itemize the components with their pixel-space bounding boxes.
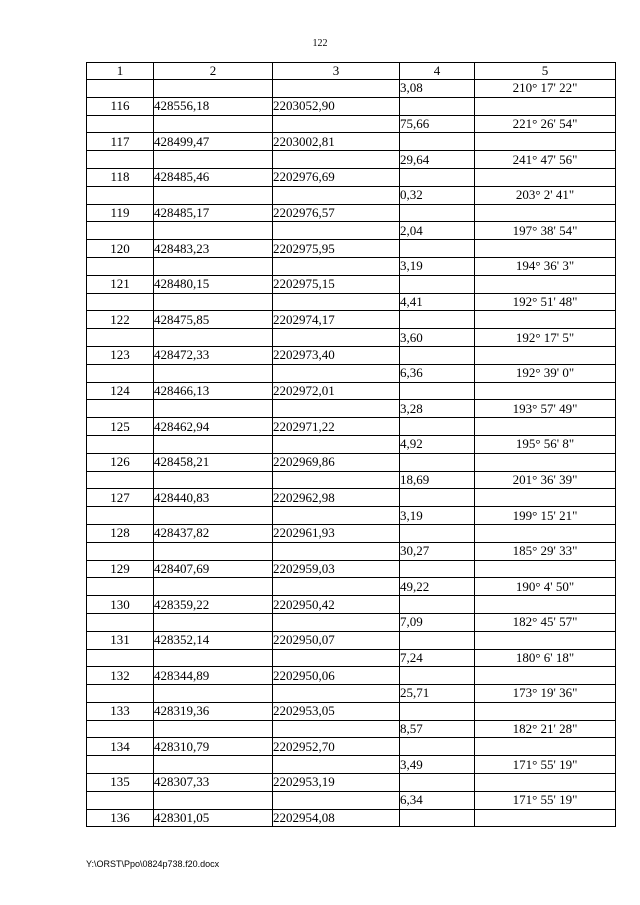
x-coordinate-cell: 428556,18 [154, 97, 273, 115]
x-coordinate-cell: 428485,17 [154, 204, 273, 222]
segment-length-cell: 3,08 [400, 80, 475, 98]
x-coordinate-cell [154, 115, 273, 133]
table-row [87, 311, 616, 329]
point-number-cell: 136 [87, 809, 154, 827]
x-coordinate-cell: 428485,46 [154, 168, 273, 186]
point-number-cell: 132 [87, 667, 154, 685]
y-coordinate-cell [273, 186, 400, 204]
direction-angle-cell: 195° 56' 8" [475, 435, 616, 453]
point-number-cell: 116 [87, 97, 154, 115]
x-coordinate-cell: 428301,05 [154, 809, 273, 827]
point-number-cell [87, 364, 154, 382]
segment-length-cell: 4,41 [400, 293, 475, 311]
table-row [87, 471, 616, 489]
y-coordinate-cell: 2202950,06 [273, 667, 400, 685]
segment-length-cell [400, 702, 475, 720]
y-coordinate-cell [273, 364, 400, 382]
direction-angle-cell [475, 240, 616, 258]
x-coordinate-cell [154, 151, 273, 169]
direction-angle-cell: 185° 29' 33" [475, 542, 616, 560]
direction-angle-cell [475, 560, 616, 578]
y-coordinate-cell: 2202973,40 [273, 346, 400, 364]
y-coordinate-cell: 2202969,86 [273, 453, 400, 471]
direction-angle-cell: 241° 47' 56" [475, 151, 616, 169]
segment-length-cell: 0,32 [400, 186, 475, 204]
y-coordinate-cell: 2202971,22 [273, 418, 400, 436]
point-number-cell: 119 [87, 204, 154, 222]
table-row [87, 275, 616, 293]
x-coordinate-cell: 428352,14 [154, 631, 273, 649]
point-number-cell: 127 [87, 489, 154, 507]
table-row [87, 115, 616, 133]
point-number-cell [87, 507, 154, 525]
y-coordinate-cell: 2203052,90 [273, 97, 400, 115]
segment-length-cell [400, 382, 475, 400]
segment-length-cell: 3,19 [400, 257, 475, 275]
point-number-cell: 121 [87, 275, 154, 293]
x-coordinate-cell [154, 756, 273, 774]
point-number-cell [87, 791, 154, 809]
x-coordinate-cell: 428440,83 [154, 489, 273, 507]
segment-length-cell [400, 453, 475, 471]
y-coordinate-cell [273, 791, 400, 809]
table-row [87, 400, 616, 418]
y-coordinate-cell: 2202954,08 [273, 809, 400, 827]
table-row [87, 204, 616, 222]
footer-file-path: Y:\ORST\Ppo\0824p738.f20.docx [86, 859, 220, 869]
point-number-cell: 130 [87, 596, 154, 614]
segment-length-cell [400, 631, 475, 649]
x-coordinate-cell [154, 578, 273, 596]
direction-angle-cell: 182° 21' 28" [475, 720, 616, 738]
point-number-cell [87, 151, 154, 169]
segment-length-cell: 7,24 [400, 649, 475, 667]
point-number-cell: 122 [87, 311, 154, 329]
y-coordinate-cell: 2202975,95 [273, 240, 400, 258]
table-row [87, 631, 616, 649]
point-number-cell [87, 257, 154, 275]
direction-angle-cell: 190° 4' 50" [475, 578, 616, 596]
table-row [87, 596, 616, 614]
y-coordinate-cell [273, 578, 400, 596]
direction-angle-cell [475, 489, 616, 507]
y-coordinate-cell: 2202950,42 [273, 596, 400, 614]
x-coordinate-cell: 428462,94 [154, 418, 273, 436]
segment-length-cell: 3,60 [400, 329, 475, 347]
table-row [87, 702, 616, 720]
point-number-cell: 125 [87, 418, 154, 436]
direction-angle-cell: 192° 39' 0" [475, 364, 616, 382]
point-number-cell [87, 542, 154, 560]
point-number-cell [87, 186, 154, 204]
direction-angle-cell [475, 311, 616, 329]
y-coordinate-cell [273, 542, 400, 560]
x-coordinate-cell [154, 542, 273, 560]
direction-angle-cell [475, 382, 616, 400]
x-coordinate-cell: 428472,33 [154, 346, 273, 364]
direction-angle-cell: 201° 36' 39" [475, 471, 616, 489]
direction-angle-cell [475, 204, 616, 222]
direction-angle-cell: 193° 57' 49" [475, 400, 616, 418]
table-row [87, 560, 616, 578]
direction-angle-cell: 182° 45' 57" [475, 613, 616, 631]
segment-length-cell [400, 489, 475, 507]
table-row [87, 186, 616, 204]
segment-length-cell: 6,34 [400, 791, 475, 809]
y-coordinate-cell: 2202959,03 [273, 560, 400, 578]
point-number-cell: 128 [87, 524, 154, 542]
x-coordinate-cell: 428307,33 [154, 774, 273, 792]
direction-angle-cell [475, 596, 616, 614]
y-coordinate-cell: 2202972,01 [273, 382, 400, 400]
direction-angle-cell: 194° 36' 3" [475, 257, 616, 275]
x-coordinate-cell [154, 791, 273, 809]
segment-length-cell [400, 168, 475, 186]
table-row [87, 133, 616, 151]
point-number-cell: 129 [87, 560, 154, 578]
segment-length-cell: 49,22 [400, 578, 475, 596]
direction-angle-cell: 171° 55' 19" [475, 756, 616, 774]
x-coordinate-cell: 428480,15 [154, 275, 273, 293]
y-coordinate-cell: 2202974,17 [273, 311, 400, 329]
y-coordinate-cell: 2202953,05 [273, 702, 400, 720]
direction-angle-cell [475, 809, 616, 827]
x-coordinate-cell: 428483,23 [154, 240, 273, 258]
segment-length-cell [400, 240, 475, 258]
direction-angle-cell: 197° 38' 54" [475, 222, 616, 240]
segment-length-cell: 7,09 [400, 613, 475, 631]
segment-length-cell [400, 560, 475, 578]
page-number: 122 [312, 38, 328, 49]
direction-angle-cell [475, 453, 616, 471]
table-row [87, 507, 616, 525]
table-row [87, 435, 616, 453]
segment-length-cell [400, 346, 475, 364]
point-number-cell: 135 [87, 774, 154, 792]
segment-length-cell [400, 809, 475, 827]
segment-length-cell [400, 738, 475, 756]
y-coordinate-cell: 2202976,69 [273, 168, 400, 186]
table-row [87, 453, 616, 471]
x-coordinate-cell: 428499,47 [154, 133, 273, 151]
point-number-cell [87, 400, 154, 418]
segment-length-cell: 29,64 [400, 151, 475, 169]
point-number-cell: 131 [87, 631, 154, 649]
y-coordinate-cell [273, 756, 400, 774]
y-coordinate-cell [273, 151, 400, 169]
point-number-cell: 120 [87, 240, 154, 258]
x-coordinate-cell [154, 329, 273, 347]
x-coordinate-cell [154, 649, 273, 667]
segment-length-cell: 30,27 [400, 542, 475, 560]
point-number-cell [87, 293, 154, 311]
table-row [87, 809, 616, 827]
direction-angle-cell: 180° 6' 18" [475, 649, 616, 667]
table-row [87, 738, 616, 756]
y-coordinate-cell [273, 613, 400, 631]
x-coordinate-cell [154, 80, 273, 98]
x-coordinate-cell [154, 471, 273, 489]
table-header-row [87, 63, 616, 80]
segment-length-cell [400, 524, 475, 542]
direction-angle-cell: 199° 15' 21" [475, 507, 616, 525]
y-coordinate-cell [273, 400, 400, 418]
x-coordinate-cell [154, 613, 273, 631]
x-coordinate-cell: 428319,36 [154, 702, 273, 720]
direction-angle-cell [475, 168, 616, 186]
point-number-cell [87, 222, 154, 240]
point-number-cell [87, 329, 154, 347]
point-number-cell: 123 [87, 346, 154, 364]
x-coordinate-cell: 428344,89 [154, 667, 273, 685]
point-number-cell: 134 [87, 738, 154, 756]
direction-angle-cell [475, 97, 616, 115]
point-number-cell [87, 435, 154, 453]
y-coordinate-cell [273, 685, 400, 703]
y-coordinate-cell [273, 507, 400, 525]
direction-angle-cell [475, 667, 616, 685]
y-coordinate-cell [273, 720, 400, 738]
direction-angle-cell [475, 275, 616, 293]
header-col-5: 5 [475, 63, 616, 80]
table-row [87, 756, 616, 774]
point-number-cell [87, 80, 154, 98]
direction-angle-cell: 221° 26' 54" [475, 115, 616, 133]
table-body [87, 80, 616, 827]
segment-length-cell [400, 667, 475, 685]
coordinates-table [86, 62, 616, 827]
table-row [87, 685, 616, 703]
direction-angle-cell: 171° 55' 19" [475, 791, 616, 809]
y-coordinate-cell [273, 649, 400, 667]
segment-length-cell [400, 311, 475, 329]
table-row [87, 293, 616, 311]
segment-length-cell: 75,66 [400, 115, 475, 133]
table-row [87, 222, 616, 240]
y-coordinate-cell: 2202953,19 [273, 774, 400, 792]
x-coordinate-cell: 428458,21 [154, 453, 273, 471]
table-row [87, 97, 616, 115]
x-coordinate-cell: 428407,69 [154, 560, 273, 578]
direction-angle-cell: 192° 51' 48" [475, 293, 616, 311]
x-coordinate-cell [154, 186, 273, 204]
x-coordinate-cell [154, 364, 273, 382]
x-coordinate-cell: 428466,13 [154, 382, 273, 400]
x-coordinate-cell [154, 400, 273, 418]
y-coordinate-cell: 2202976,57 [273, 204, 400, 222]
header-col-2: 2 [154, 63, 273, 80]
table-row [87, 720, 616, 738]
segment-length-cell: 18,69 [400, 471, 475, 489]
point-number-cell [87, 613, 154, 631]
segment-length-cell [400, 774, 475, 792]
direction-angle-cell [475, 346, 616, 364]
segment-length-cell [400, 275, 475, 293]
y-coordinate-cell: 2202961,93 [273, 524, 400, 542]
x-coordinate-cell: 428310,79 [154, 738, 273, 756]
y-coordinate-cell: 2203002,81 [273, 133, 400, 151]
direction-angle-cell [475, 524, 616, 542]
segment-length-cell [400, 418, 475, 436]
segment-length-cell: 8,57 [400, 720, 475, 738]
table-row [87, 346, 616, 364]
point-number-cell [87, 471, 154, 489]
x-coordinate-cell: 428437,82 [154, 524, 273, 542]
direction-angle-cell: 210° 17' 22" [475, 80, 616, 98]
direction-angle-cell [475, 418, 616, 436]
x-coordinate-cell: 428359,22 [154, 596, 273, 614]
table-row [87, 240, 616, 258]
x-coordinate-cell [154, 720, 273, 738]
segment-length-cell: 25,71 [400, 685, 475, 703]
table-row [87, 791, 616, 809]
y-coordinate-cell [273, 80, 400, 98]
x-coordinate-cell [154, 257, 273, 275]
point-number-cell [87, 578, 154, 596]
segment-length-cell: 3,49 [400, 756, 475, 774]
y-coordinate-cell [273, 435, 400, 453]
point-number-cell: 126 [87, 453, 154, 471]
point-number-cell: 124 [87, 382, 154, 400]
y-coordinate-cell: 2202962,98 [273, 489, 400, 507]
direction-angle-cell [475, 702, 616, 720]
y-coordinate-cell: 2202950,07 [273, 631, 400, 649]
table-row [87, 257, 616, 275]
point-number-cell: 118 [87, 168, 154, 186]
segment-length-cell [400, 133, 475, 151]
y-coordinate-cell [273, 222, 400, 240]
segment-length-cell: 3,19 [400, 507, 475, 525]
y-coordinate-cell [273, 257, 400, 275]
point-number-cell [87, 720, 154, 738]
direction-angle-cell [475, 631, 616, 649]
table-row [87, 489, 616, 507]
table-row [87, 418, 616, 436]
x-coordinate-cell [154, 507, 273, 525]
table-row [87, 364, 616, 382]
table-row [87, 524, 616, 542]
segment-length-cell [400, 97, 475, 115]
direction-angle-cell: 173° 19' 36" [475, 685, 616, 703]
segment-length-cell: 6,36 [400, 364, 475, 382]
x-coordinate-cell [154, 222, 273, 240]
table-row [87, 151, 616, 169]
segment-length-cell: 4,92 [400, 435, 475, 453]
table-row [87, 168, 616, 186]
table-row [87, 542, 616, 560]
point-number-cell [87, 685, 154, 703]
direction-angle-cell [475, 738, 616, 756]
x-coordinate-cell [154, 685, 273, 703]
x-coordinate-cell [154, 435, 273, 453]
point-number-cell [87, 115, 154, 133]
segment-length-cell: 3,28 [400, 400, 475, 418]
y-coordinate-cell [273, 293, 400, 311]
table-row [87, 649, 616, 667]
x-coordinate-cell: 428475,85 [154, 311, 273, 329]
header-col-4: 4 [400, 63, 475, 80]
point-number-cell: 117 [87, 133, 154, 151]
table-row [87, 80, 616, 98]
direction-angle-cell: 203° 2' 41" [475, 186, 616, 204]
table-row [87, 329, 616, 347]
direction-angle-cell: 192° 17' 5" [475, 329, 616, 347]
segment-length-cell [400, 204, 475, 222]
y-coordinate-cell [273, 329, 400, 347]
table-row [87, 613, 616, 631]
x-coordinate-cell [154, 293, 273, 311]
header-col-3: 3 [273, 63, 400, 80]
segment-length-cell [400, 596, 475, 614]
y-coordinate-cell: 2202952,70 [273, 738, 400, 756]
y-coordinate-cell: 2202975,15 [273, 275, 400, 293]
direction-angle-cell [475, 133, 616, 151]
table-row [87, 578, 616, 596]
point-number-cell: 133 [87, 702, 154, 720]
header-col-1: 1 [87, 63, 154, 80]
point-number-cell [87, 649, 154, 667]
y-coordinate-cell [273, 115, 400, 133]
table-row [87, 774, 616, 792]
segment-length-cell: 2,04 [400, 222, 475, 240]
direction-angle-cell [475, 774, 616, 792]
point-number-cell [87, 756, 154, 774]
table-row [87, 382, 616, 400]
y-coordinate-cell [273, 471, 400, 489]
table-row [87, 667, 616, 685]
